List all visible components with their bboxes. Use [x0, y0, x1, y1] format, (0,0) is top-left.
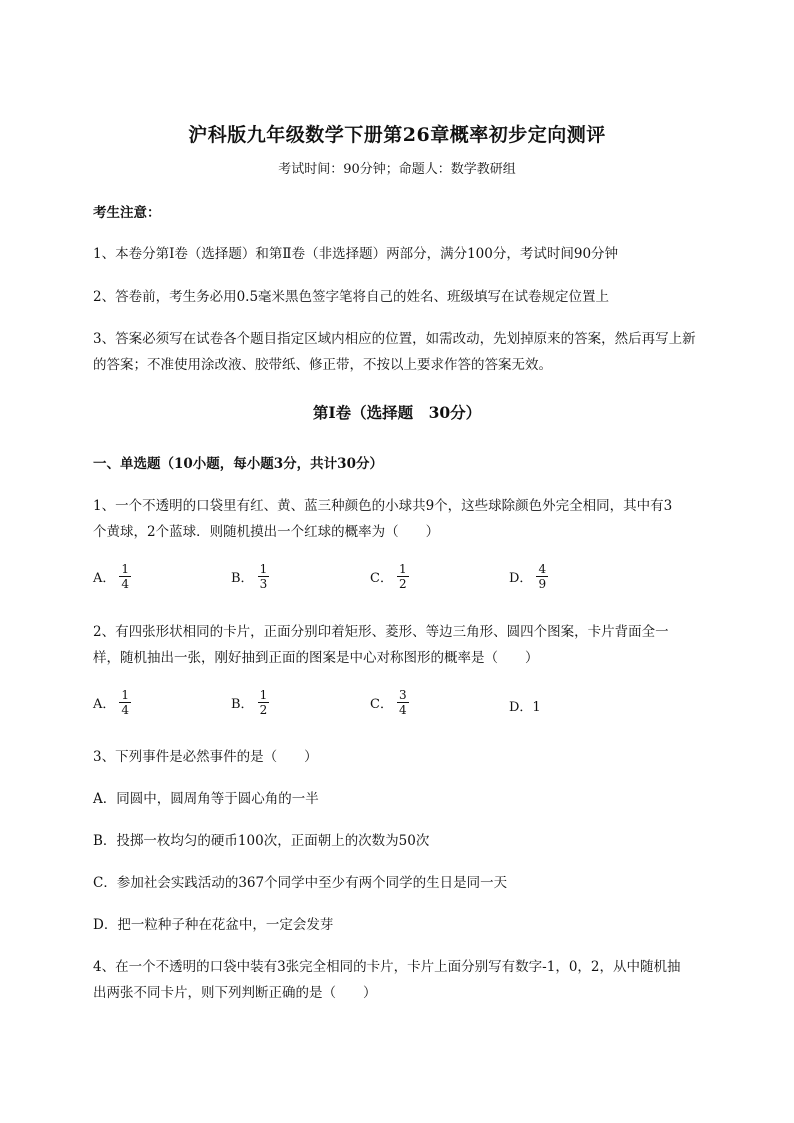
- q2-stem-line-2: 样，随机抽出一张，刚好抽到正面的图案是中心对称图形的概率是（ ）: [93, 650, 539, 666]
- fraction: $\frac{1}{2}$: [259, 688, 268, 717]
- q3-stem: 3、下列事件是必然事件的是（ ）: [93, 749, 318, 765]
- q3-option-c[interactable]: C．参加社会实践活动的367个同学中至少有两个同学的生日是同一天: [93, 875, 508, 891]
- q2-stem-line-1: 2、有四张形状相同的卡片，正面分别印着矩形、菱形、等边三角形、圆四个图案，卡片背面全一: [93, 624, 669, 640]
- fraction: $\frac{3}{4}$: [398, 688, 407, 717]
- q2-option-c[interactable]: C． $\frac{3}{4}$: [370, 688, 407, 717]
- q2-option-a[interactable]: A． $\frac{1}{4}$: [93, 688, 130, 717]
- q4-stem-line-2: 出两张不同卡片，则下列判断正确的是（ ）: [93, 985, 377, 1001]
- q2-option-b[interactable]: B． $\frac{1}{2}$: [231, 688, 268, 717]
- fraction: $\frac{1}{2}$: [398, 562, 407, 591]
- notice-heading: 考生注意：: [93, 205, 161, 221]
- fraction: $\frac{1}{3}$: [259, 562, 268, 591]
- section-title: 第I卷（选择题 30分）: [312, 403, 482, 422]
- q1-stem-line-1: 1、一个不透明的口袋里有红、黄、蓝三种颜色的小球共9个，这些球除颜色外完全相同，其中有3: [93, 498, 673, 514]
- q3-option-a[interactable]: A．同圆中，圆周角等于圆心角的一半: [93, 791, 319, 807]
- q3-option-b[interactable]: B．投掷一枚均匀的硬币100次，正面朝上的次数为50次: [93, 833, 430, 849]
- q1-option-a[interactable]: A． $\frac{1}{4}$: [93, 562, 130, 591]
- exam-title: 沪科版九年级数学下册第26章概率初步定向测评: [188, 124, 606, 146]
- exam-subtitle: 考试时间：90分钟；命题人：数学教研组: [278, 162, 516, 177]
- notice-item-1: 1、本卷分第I卷（选择题）和第Ⅱ卷（非选择题）两部分，满分100分，考试时间90分钟: [93, 246, 619, 262]
- q3-option-d[interactable]: D．把一粒种子种在花盆中，一定会发芽: [93, 917, 334, 933]
- notice-item-2: 2、答卷前，考生务必用0.5毫米黑色签字笔将自己的姓名、班级填写在试卷规定位置上: [93, 289, 610, 305]
- notice-item-3-cont: 的答案；不准使用涂改液、胶带纸、修正带，不按以上要求作答的答案无效。: [93, 357, 552, 373]
- q2-option-d[interactable]: D．1: [509, 700, 541, 715]
- q4-stem-line-1: 4、在一个不透明的口袋中装有3张完全相同的卡片，卡片上面分别写有数字-1，0，2，从中随机抽: [93, 959, 681, 975]
- q1-option-b[interactable]: B． $\frac{1}{3}$: [231, 562, 268, 591]
- notice-item-3: 3、答案必须写在试卷各个题目指定区域内相应的位置，如需改动，先划掉原来的答案，然后再写上新: [93, 331, 696, 347]
- part-heading: 一、单选题（10小题，每小题3分，共计30分）: [93, 456, 383, 472]
- fraction: $\frac{1}{4}$: [121, 562, 130, 591]
- fraction: $\frac{4}{9}$: [538, 562, 547, 591]
- fraction: $\frac{1}{4}$: [121, 688, 130, 717]
- q1-option-c[interactable]: C． $\frac{1}{2}$: [370, 562, 407, 591]
- q1-stem-line-2: 个黄球，2个蓝球．则随机摸出一个红球的概率为（ ）: [93, 524, 440, 540]
- q1-option-d[interactable]: D． $\frac{4}{9}$: [509, 562, 547, 591]
